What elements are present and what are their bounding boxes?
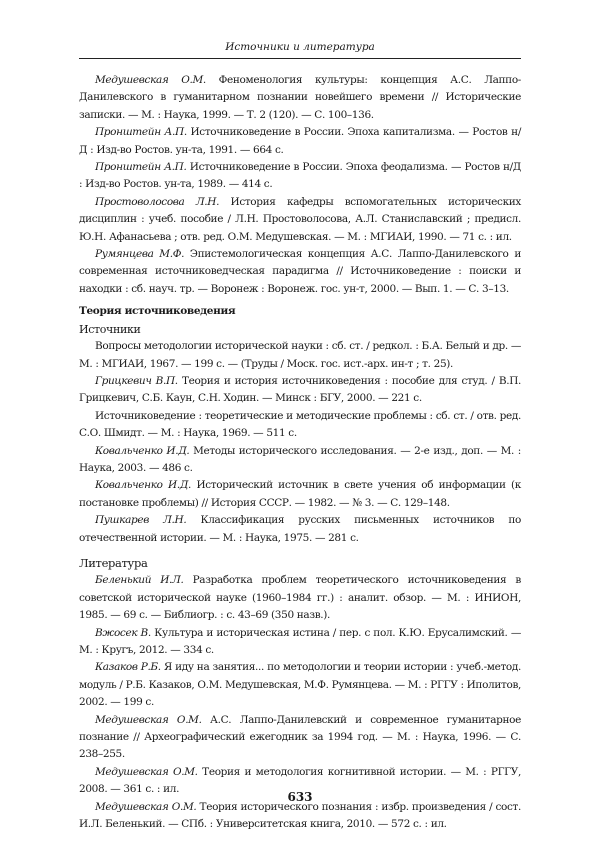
bib-entry — [79, 572, 521, 624]
bib-entry — [79, 338, 521, 373]
entry-text: Источниковедение в России. Эпоха капитализма. — Ростов н/Д : Изд-во Ростов. ун-та, 1991. — 664 с. — [79, 126, 522, 156]
entry-text: Классификация русских письменных источников по отечественной истории. — М. : Наука, 1975. — 281 с. — [79, 514, 521, 544]
entry-text: Теория и история источниковедения : пособие для студ. / В.П. Грицкевич, С.Б. Каун, С.Н. Ходин. — Минск : БГУ, 2000. — 221 с. — [79, 374, 521, 405]
page-number: 633 — [287, 790, 313, 804]
bib-entry — [79, 124, 521, 159]
sources-title: Источники — [79, 322, 141, 336]
entry-author: Простоволосова Л.Н. — [95, 195, 220, 208]
running-head: Источники и литература — [79, 40, 521, 59]
bib-entry — [79, 72, 521, 124]
entry-text: Исторический источник в свете учения об информации (к постановке проблемы) // История СССР. — 1982. — № 3. — С. 129–148. — [79, 479, 521, 509]
entry-author: Ковальченко И.Д. — [95, 444, 190, 457]
entry-author: Пушкарев Л.Н. — [95, 514, 187, 527]
bib-entry — [79, 246, 521, 298]
bib-entry — [79, 625, 521, 660]
entry-text: История кафедры вспомогательных исторических дисциплин : учеб. пособие / Л.Н. Простоволосова, А.Л. Станиславский ; предисл. Ю.Н. Афанасьева ; отв. ред. О.М. Медушевская. — М. : МГИАИ, 1990. — 71 с. : ил. — [79, 195, 522, 243]
entries-sources — [79, 338, 521, 547]
section-title: Теория источниковедения — [79, 305, 236, 318]
entry-text: Теория исторического познания : избр. произведения / сост. И.Л. Беленький. — СПб. : Университетская книга, 2010. — 572 с. : ил. — [79, 800, 521, 831]
bibliography — [79, 72, 521, 833]
entry-author: Пронштейн А.П. — [95, 126, 187, 139]
bib-entry — [79, 159, 521, 194]
bib-entry — [79, 512, 521, 547]
entry-author: Пронштейн А.П. — [95, 161, 187, 174]
bib-entry — [79, 659, 521, 711]
entry-text: Культура и историческая истина / пер. с пол. К.Ю. Ерусалимский. — М. : Кругъ, 2012. — 334 с. — [79, 626, 521, 656]
entry-text: Эпистемологическая концепция А.С. Лаппо-Данилевского и современная источниковедческая парадигма // Источниковедение : поиски и находки : сб. науч. тр. — Воронеж : Воронеж. гос. ун-т, 2000. — Вып. 1. — С. 3–13. — [79, 248, 521, 295]
bib-entry — [79, 443, 521, 478]
entry-author: Медушевская О.М. — [95, 74, 206, 86]
entry-author: Румянцева М.Ф. — [95, 248, 185, 261]
entry-text: Я иду на занятия... по методологии и теории истории : учеб.-метод. модуль / Р.Б. Казаков, О.М. Медушевская, М.Ф. Румянцева. — М. : РГГУ : Иполитов, 2002. — 199 с. — [79, 661, 521, 709]
entry-text: Теория и методология когнитивной истории. — М. : РГГУ, 2008. — 361 с. : ил. — [79, 765, 521, 796]
bib-entry — [79, 408, 521, 443]
literature-title: Литература — [79, 555, 148, 570]
entry-author: Медушевская О.М. — [95, 713, 202, 726]
entry-text: Феноменология культуры: концепция А.С. Лаппо-Данилевского в гуманитарном познании новейшего времени // Исторические записки. — М. : Наука, 1999. — Т. 2 (120). — С. 100–136. — [79, 74, 521, 121]
entry-author: Казаков Р.Б. — [95, 661, 161, 674]
bib-entry — [79, 712, 521, 764]
entry-text: Источниковедение в России. Эпоха феодализма. — Ростов н/Д : Изд-во Ростов. ун-та, 1989. — 414 с. — [79, 161, 521, 191]
bib-entry — [79, 477, 521, 512]
bib-entry — [79, 194, 521, 246]
entry-text: Разработка проблем теоретического источниковедения в советской исторической науке (1960–1984 гг.) : аналит. обзор. — М. : ИНИОН, 1985. — 69 с. — Библиогр. : с. 43–69 (350 назв.). — [79, 574, 521, 622]
bib-entry — [79, 373, 521, 408]
entry-author: Беленький И.Л. — [95, 574, 184, 587]
entry-text: Методы исторического исследования. — 2-е изд., доп. — М. : Наука, 2003. — 486 с. — [79, 444, 521, 474]
entry-text: Вопросы методологии исторической науки : сб. ст. / редкол. : Б.А. Белый и др. — М. : МГИАИ, 1967. — 199 с. — (Труды / Моск. гос. ист.-арх. ин-т ; т. 25). — [79, 340, 521, 370]
entry-author: Вжосек В. — [95, 626, 151, 639]
entry-author: Медушевская О.М. — [95, 765, 198, 778]
entry-author: Ковальченко И.Д. — [95, 479, 192, 492]
entry-author: Медушевская О.М. — [95, 800, 197, 813]
entry-author: Грицкевич В.П. — [95, 374, 178, 387]
entry-text: А.С. Лаппо-Данилевский и современное гуманитарное познание // Археографический ежегодник за 1994 год. — М. : Наука, 1996. — С. 238–255. — [79, 713, 521, 761]
entries-top — [79, 72, 521, 298]
entry-text: Источниковедение : теоретические и методические проблемы : сб. ст. / отв. ред. С.О. Шмидт. — М. : Наука, 1969. — 511 с. — [79, 409, 521, 440]
